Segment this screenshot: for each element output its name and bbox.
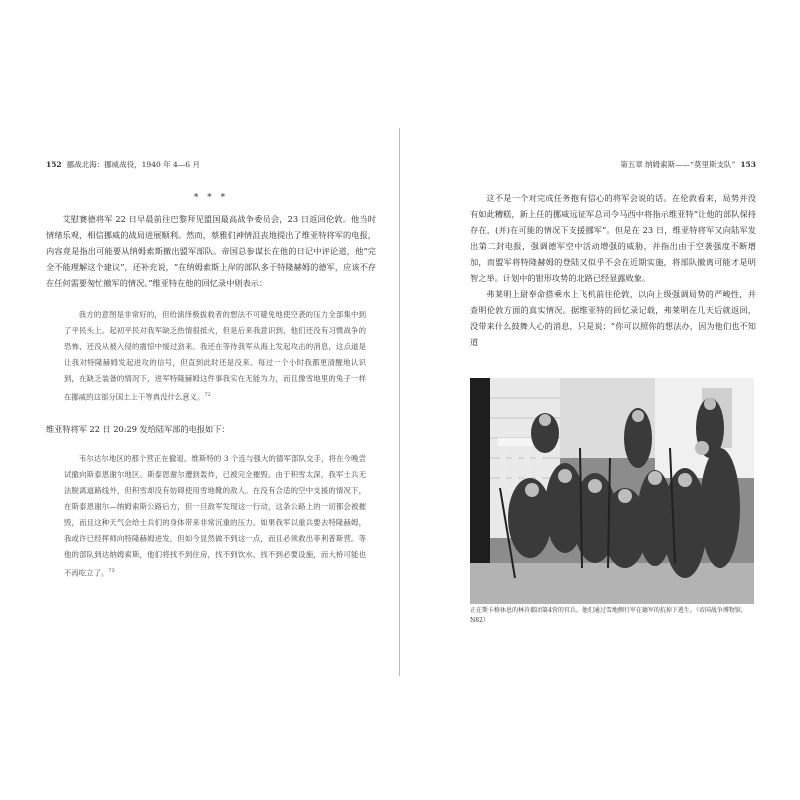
left-page — [46, 160, 376, 582]
photo-caption: 正在斯卡格休息的林肯郡团第4营的官兵。他们通过雪地侧行军在德军的抗掉下逃生。（帝国战争博物馆，N82） — [470, 607, 747, 624]
left-running-title: 挪战北海：挪威战役，1940 年 4—6 月 — [66, 160, 200, 169]
left-block-quote-1 — [46, 307, 376, 405]
left-block-quote-2 — [46, 451, 376, 581]
right-paragraph-2: 弗莱明上尉奉命搭乘水上飞机前往伦敦，以向上级强调局势的严峻性，并查明伦敦方面的真实情况。据维亚特的回忆录记载，弗莱明在几天后就返回，没带来什么鼓舞人心的消息，只是说：“你可以照你的想法办，因为他们也不知道 — [470, 289, 756, 347]
left-paragraph-1: 艾慰赛德将军 22 日早晨前往巴黎拜见盟国最高战争委员会，23 日返回伦敦。他当时情绪乐观，相信挪威的战局进展顺利。然而，蔡雅们神情沮丧地提出了维亚特将军的电报，内容竟是指出可能要从纳姆索斯撤出盟军部队。帝国总参谋长在他的日记中评论道，他“完全不能理解这个建议”，还补充说，“在纳姆索斯上岸的部队多于特隆赫姆的德军，应该不存在任何需要匆忙撤军的情况。”维亚特在他的回忆录中则表示： — [46, 214, 376, 288]
quote-1-text: 我方的意图是非常好的，但给演绎极拔救者的想法不可避免地使空袭的压力全部集中到了平民头上。起初平民对我军缺乏热情很抵火，但是后来我意识到，他们还没有习惯战争的恐怖，还没从被入侵的震惊中缓过劲来。我还在等待我军从海上发起攻击的消息，这点道是让我对特隆赫姆发起进攻的信号，但直到此时还是没来。每过一个小时我都更清醒地认识到，在缺乏装备的情况下，进军特隆赫姆这件事我实在无能为力，而且像雪地里的兔子一样在挪威的这部分国土上干等真没什么意义。 — [64, 310, 366, 402]
left-running-head — [46, 160, 376, 170]
footnote-ref-73: 73 — [108, 568, 115, 575]
right-page — [470, 160, 756, 350]
right-page-number: 153 — [740, 160, 756, 169]
quote-2-text: 韦尔达尔地区的那个营正在撤退。维斯特的 3 个连与强大的德军部队交手，将在今晚尝试撤向斯泰恩谢尔地区。斯泰恩谢尔遭到轰炸，已被完全摧毁。由于积雪太深，我军士兵无法脱离道路线外，但积雪却没有妨碍使用雪地靴的敌人。在没有合适的空中支援的情况下，在斯泰恩谢尔—纳姆索斯公路后方，但一旦敌军发现这一行动，这条公路上的一切都会被摧毁，而且这种天气会给士兵们的身体带来非常沉重的压力。如果我军以重兵要去特隆赫姆，我或许已经挥师向特隆赫姆进发，但如今显然做不到这一点，而且必须救出菲利普斯营。等他的部队到达纳姆索斯，他们将找不到住房，找不到饮水，找不到必要设施，而大桥可能也不再吃立了。 — [64, 454, 366, 578]
photo-illustration — [470, 378, 754, 604]
right-running-head — [470, 160, 756, 170]
soldiers-group-photo — [470, 378, 754, 604]
left-paragraph-2: 维亚特将军 22 日 20:29 发给陆军部的电报如下： — [46, 424, 230, 435]
section-break-stars: * * * — [193, 193, 229, 203]
right-running-title: 第五章 纳姆索斯——“莫里斯支队” — [620, 160, 736, 169]
left-page-number: 152 — [46, 160, 62, 169]
right-paragraph-1: 这不是一个对完成任务抱有信心的将军会说的话。在伦敦看来，局势并没有如此糟糕，新上任的挪威远征军总司令马西中将指示维亚特“让他的部队保持存在，(并)在可能的情况下支援挪军”。但是在 23 日，维亚特将军又向陆军发出第二封电报，强调德军空中活动增强的威胁，并指出由于空袭强度不断增加，而盟军将特隆赫姆的登陆又似乎不会在近期实施，将部队撤离可能才是明智之举。计划中的钳形攻势的北路已经显露败象。 — [470, 193, 756, 283]
book-gutter — [399, 128, 400, 676]
footnote-ref-72: 72 — [204, 392, 211, 398]
